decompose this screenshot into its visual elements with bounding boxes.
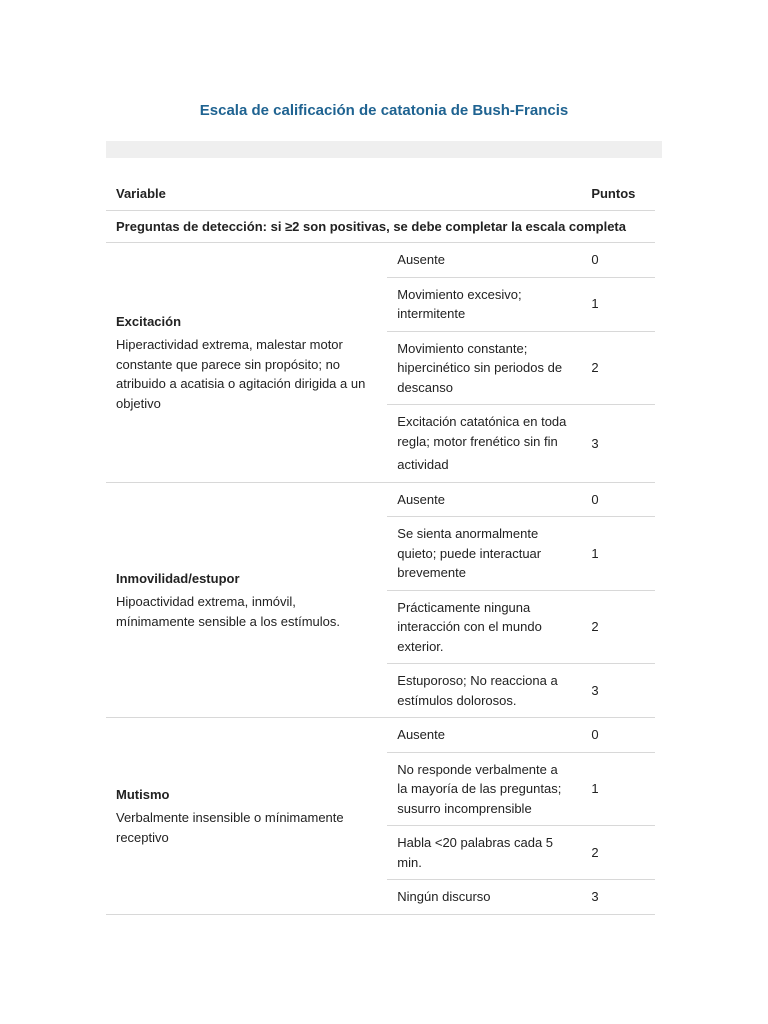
- score-description: Movimiento excesivo; intermitente: [387, 277, 581, 331]
- variable-description: Verbalmente insensible o mínimamente receptivo: [116, 810, 344, 845]
- score-description-cell: [387, 405, 581, 483]
- score-value: 0: [581, 243, 655, 278]
- table-row: [106, 482, 655, 517]
- score-value: 1: [581, 752, 655, 826]
- variable-cell: [106, 482, 387, 718]
- page-title: Escala de calificación de catatonia de Bush-Francis: [199, 102, 569, 119]
- score-value: 3: [581, 664, 655, 718]
- score-value: 0: [581, 718, 655, 753]
- variable-cell: [106, 718, 387, 915]
- score-description: Estuporoso; No reacciona a estímulos dolorosos.: [387, 664, 581, 718]
- score-description: Se sienta anormalmente quieto; puede interactuar brevemente: [387, 517, 581, 591]
- score-value: 2: [581, 826, 655, 880]
- score-description: Ausente: [387, 243, 581, 278]
- score-description: Prácticamente ninguna interacción con el mundo exterior.: [387, 590, 581, 664]
- score-description: No responde verbalmente a la mayoría de las preguntas; susurro incomprensible: [387, 752, 581, 826]
- score-description: Ausente: [387, 718, 581, 753]
- puntos-header: Puntos: [581, 178, 655, 210]
- header-band: [106, 141, 662, 158]
- variable-description: Hiperactividad extrema, malestar motor constante que parece sin propósito; no atribuido a acatisia o agitación dirigida a un objetivo: [116, 337, 366, 411]
- variable-name: Mutismo: [116, 786, 170, 802]
- variable-cell: [106, 243, 387, 483]
- score-description: Excitación catatónica en toda regla; motor frenético sin fin: [397, 414, 567, 449]
- score-value: 2: [581, 331, 655, 405]
- table-row: [106, 718, 655, 753]
- score-description-extra: actividad: [397, 457, 449, 472]
- table-row: [106, 243, 655, 278]
- score-value: 1: [581, 277, 655, 331]
- score-value: 1: [581, 517, 655, 591]
- score-value: 0: [581, 482, 655, 517]
- variable-header: Variable: [106, 178, 581, 210]
- score-description: Habla <20 palabras cada 5 min.: [387, 826, 581, 880]
- score-value: 3: [581, 405, 655, 483]
- table-header-row: [106, 178, 655, 210]
- variable-name: Inmovilidad/estupor: [116, 570, 240, 586]
- screening-row: [106, 210, 655, 243]
- score-value: 3: [581, 880, 655, 915]
- score-description: Ausente: [387, 482, 581, 517]
- score-description: Movimiento constante; hipercinético sin periodos de descanso: [387, 331, 581, 405]
- score-value: 2: [581, 590, 655, 664]
- catatonia-table: [106, 178, 655, 915]
- variable-name: Excitación: [116, 313, 182, 329]
- score-description: Ningún discurso: [387, 880, 581, 915]
- variable-description: Hipoactividad extrema, inmóvil, mínimamente sensible a los estímulos.: [116, 594, 340, 629]
- screening-text: Preguntas de detección: si ≥2 son positivas, se debe completar la escala completa: [106, 210, 655, 243]
